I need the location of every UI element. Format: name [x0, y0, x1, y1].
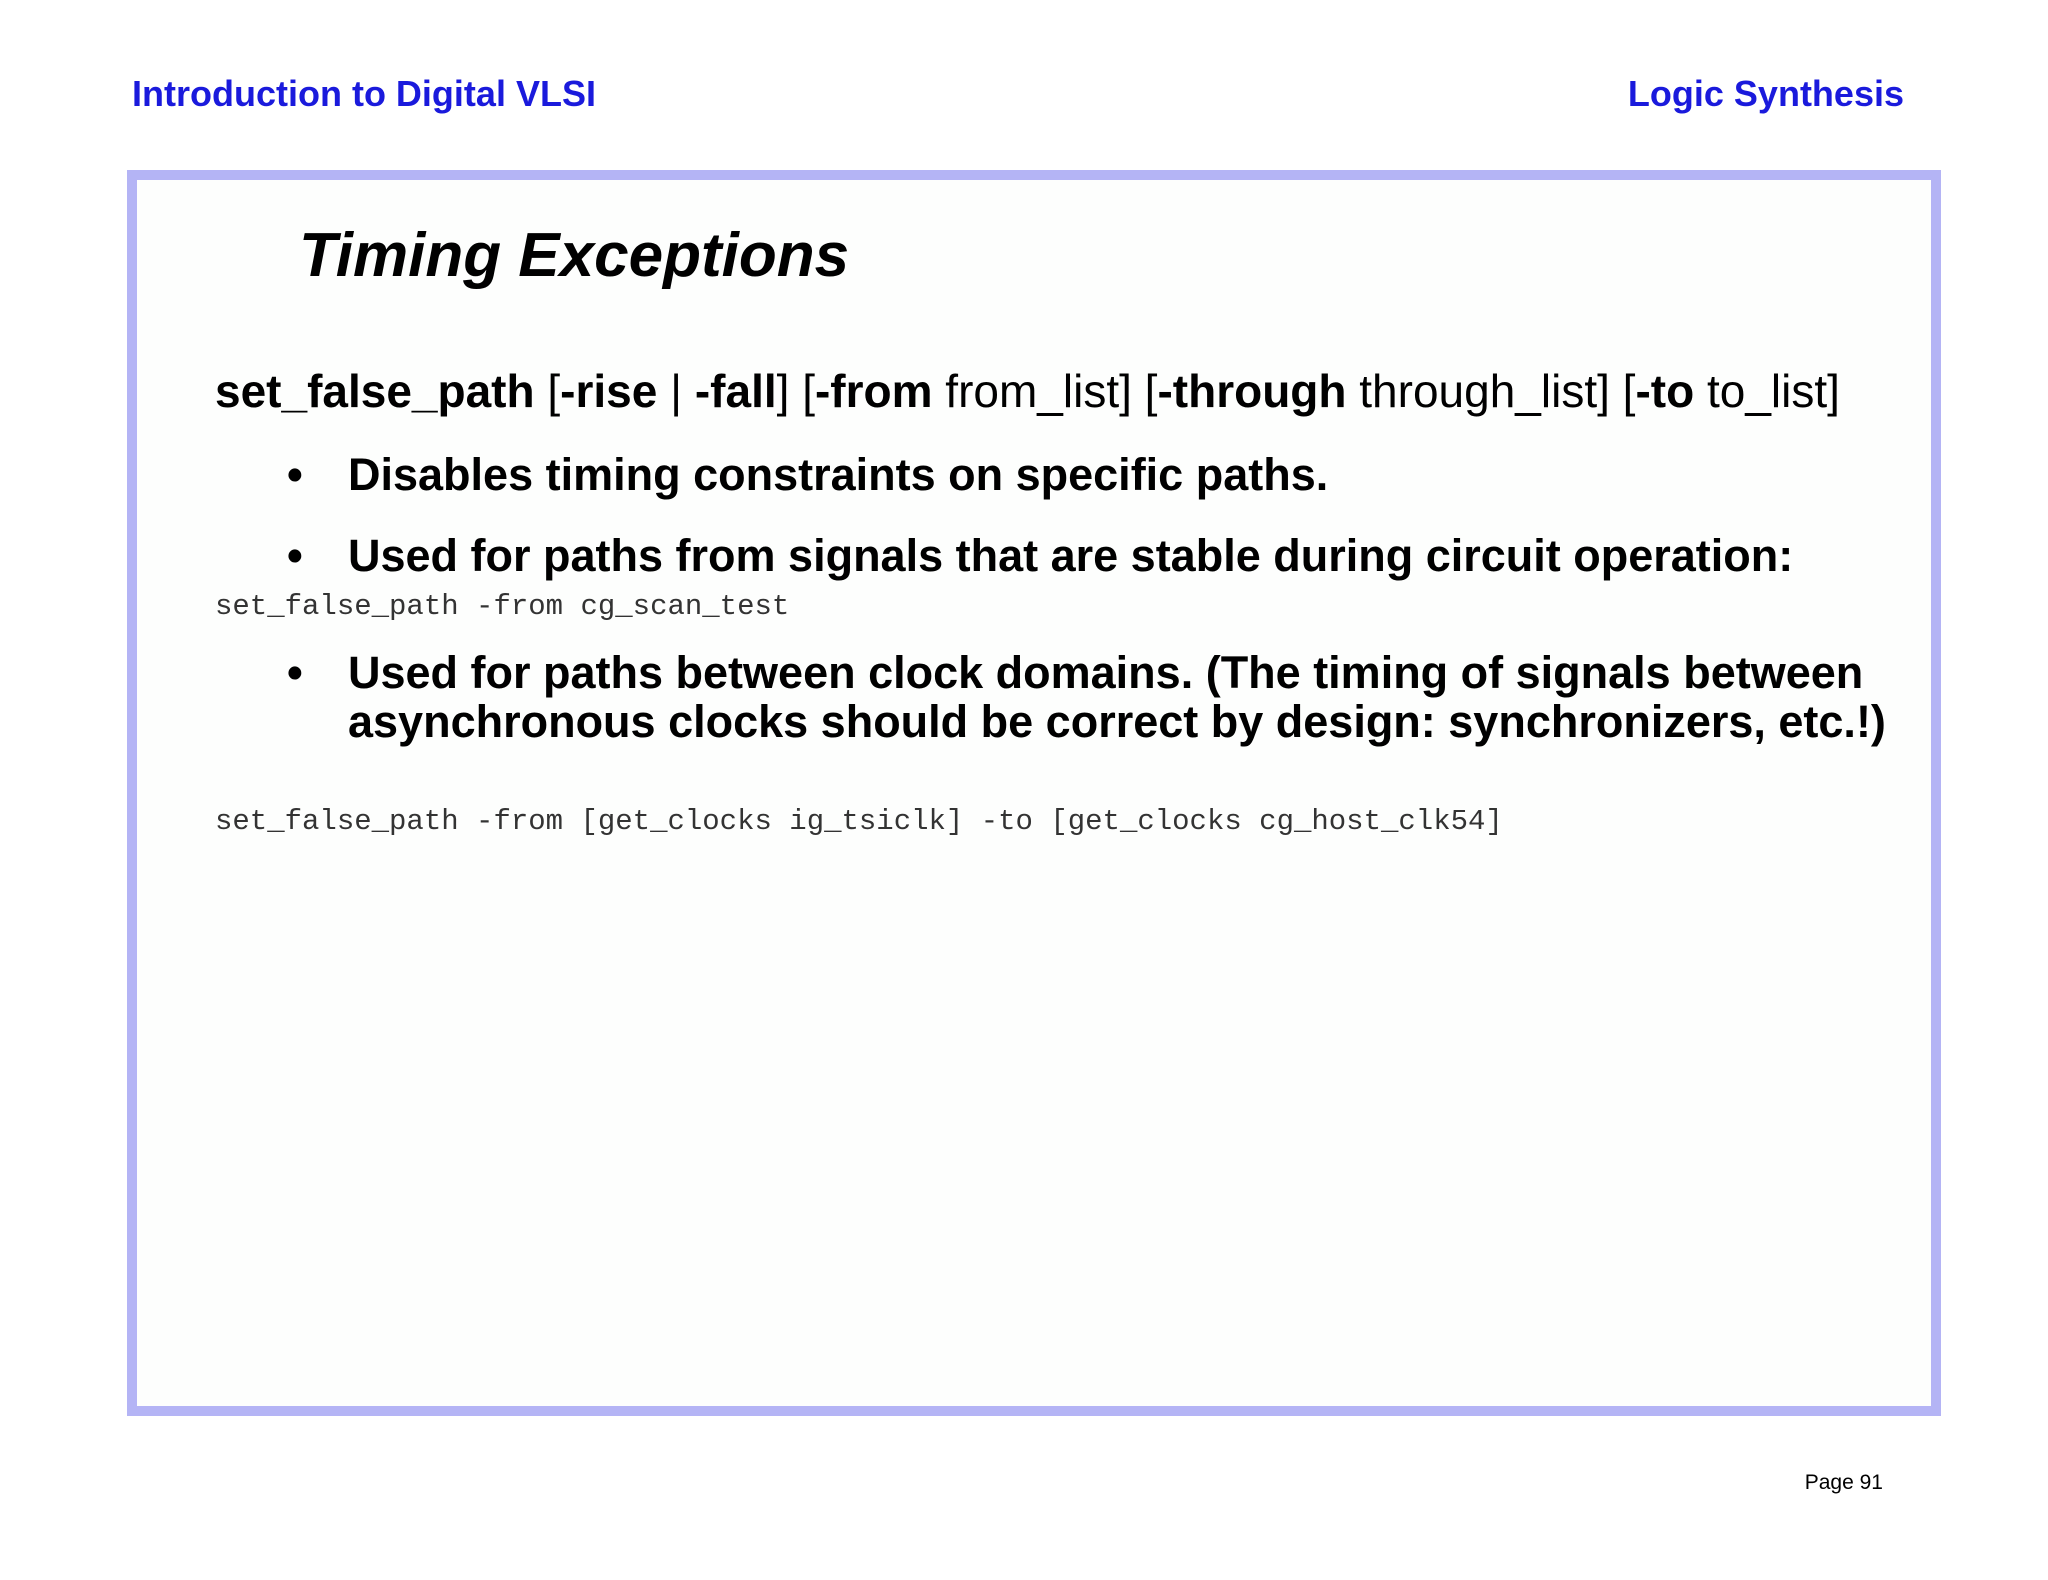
slide-title: Timing Exceptions — [299, 221, 850, 290]
syntax-through-option: -through — [1157, 365, 1347, 417]
syntax-from-list: from_list] [ — [932, 365, 1158, 417]
bullet-marker: • — [287, 647, 303, 698]
page-number: Page 91 — [1804, 1471, 1883, 1494]
bullet-item — [287, 531, 1887, 580]
syntax-bracket-2: ] [ — [776, 365, 815, 417]
syntax-rise-option: -rise — [560, 365, 658, 417]
bullet-text: Disables timing constraints on specific paths. — [348, 449, 1329, 500]
syntax-bracket-1: [ — [534, 365, 561, 417]
bullet-text: Used for paths between clock domains. (The timing of signals between asynchronous clocks should be correct by design: synchronizers, etc.!) — [348, 647, 1886, 747]
syntax-to-option: -to — [1635, 365, 1695, 417]
bullet-item — [287, 648, 1887, 746]
code-example: set_false_path -from [get_clocks ig_tsiclk] -to [get_clocks cg_host_clk54] — [215, 805, 1503, 838]
syntax-pipe: | — [657, 365, 695, 417]
bullet-marker: • — [287, 449, 303, 500]
course-title: Introduction to Digital VLSI — [132, 73, 596, 114]
code-example: set_false_path -from cg_scan_test — [215, 590, 790, 623]
syntax-through-list: through_list] [ — [1346, 365, 1636, 417]
section-title: Logic Synthesis — [1627, 73, 1904, 114]
slide-frame — [127, 170, 1941, 1416]
bullet-marker: • — [287, 530, 303, 581]
command-syntax — [215, 363, 1840, 419]
syntax-command: set_false_path — [215, 365, 535, 417]
syntax-to-list: to_list] — [1694, 365, 1840, 417]
syntax-from-option: -from — [814, 365, 933, 417]
syntax-fall-option: -fall — [694, 365, 777, 417]
bullet-item — [287, 450, 1887, 499]
bullet-text: Used for paths from signals that are stable during circuit operation: — [348, 530, 1794, 581]
